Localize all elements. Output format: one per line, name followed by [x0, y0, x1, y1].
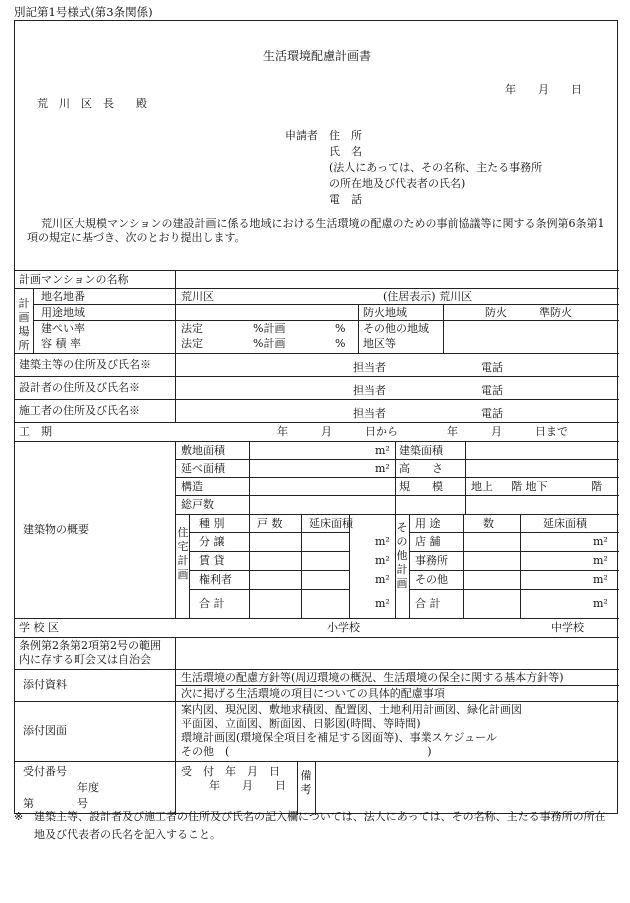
- applicant-address-label: 住 所: [329, 129, 362, 142]
- far-label: 容 積 率: [41, 337, 81, 350]
- number-prefix: 第: [23, 797, 34, 810]
- plan-site-label: 計画場所: [18, 297, 30, 352]
- attached-drawings-label: 添付図面: [23, 724, 67, 737]
- floors-unit: 階: [591, 480, 602, 493]
- housing-rental-unit: m²: [375, 554, 390, 567]
- junior-high-school: 中学校: [551, 621, 584, 634]
- owner-label: 建築主等の住所及び氏名※: [19, 358, 151, 371]
- housing-plan-label: 住宅計画: [177, 526, 189, 581]
- ward-name: 荒川区: [181, 290, 214, 303]
- builder-contact-label: 担当者: [353, 407, 386, 420]
- addressee: 荒 川 区 長 殿: [37, 97, 147, 110]
- far-legal: 法定: [181, 337, 203, 350]
- total-floor-area-label: 延べ面積: [181, 462, 225, 475]
- fiscal-year-label: 年度: [77, 781, 99, 794]
- designer-label: 設計者の住所及び氏名※: [19, 381, 140, 394]
- other-col-floor-area: 延床面積: [543, 517, 587, 530]
- attached-doc-1: 生活環境の配慮方針等(周辺環境の概況、生活環境の保全に関する基本方針等): [181, 671, 564, 684]
- height-label: 高 さ: [399, 462, 443, 475]
- housing-total-unit: m²: [375, 597, 390, 610]
- footnote-mark: ※: [14, 810, 24, 823]
- district-label: 地区等: [363, 337, 396, 350]
- other-shop-unit: m²: [593, 535, 608, 548]
- housing-total: 合 計: [199, 597, 225, 610]
- housing-owners-unit: m²: [375, 573, 390, 586]
- other-other: その他: [415, 573, 448, 586]
- other-office-unit: m²: [593, 554, 608, 567]
- mansion-name-label: 計画マンションの名称: [19, 273, 129, 286]
- builder-phone-label: 電話: [481, 407, 503, 420]
- housing-col-units: 戸 数: [257, 517, 283, 530]
- other-office: 事務所: [415, 554, 448, 567]
- other-total: 合 計: [415, 597, 441, 610]
- total-units-label: 総戸数: [181, 498, 214, 511]
- receipt-date-label: 受 付 年 月 日: [181, 765, 280, 778]
- applicant-phone-label: 電 話: [329, 193, 362, 206]
- attached-docs-label: 添付資料: [23, 678, 67, 691]
- association-label-2: 内に存する町会又は自治会: [19, 653, 151, 666]
- builder-label: 施工者の住所及び氏名※: [19, 404, 140, 417]
- school-district-label: 学 校 区: [19, 621, 59, 634]
- building-overview-label: 建築物の概要: [23, 523, 89, 536]
- other-zone-label: その他の地域: [363, 322, 429, 335]
- floors-above-label: 地上: [471, 480, 493, 493]
- form-number-label: 別記第1号様式(第3条関係): [14, 5, 153, 19]
- structure-label: 構造: [181, 480, 203, 493]
- construction-period-label: 工 期: [19, 425, 52, 438]
- footnote-text: 建築主等、設計者及び施工者の住所及び氏名の記入欄については、法人にあっては、その名称、主たる事務所の所在地及び代表者の氏名を記入すること。: [34, 810, 606, 841]
- owner-phone-label: 電話: [481, 361, 503, 374]
- elementary-school: 小学校: [327, 621, 360, 634]
- association-label-1: 条例第2条第2項第2号の範囲: [19, 639, 161, 652]
- corp-note-2: の所在地及び代表者の氏名): [329, 177, 466, 190]
- site-area-label: 敷地面積: [181, 444, 225, 457]
- housing-owners: 権利者: [199, 573, 232, 586]
- footnote: [14, 808, 614, 844]
- period-from: 年 月 日から: [277, 425, 398, 438]
- far-plan: %計画: [253, 337, 286, 350]
- scale-label: 規 模: [399, 480, 443, 493]
- coverage-pct: %: [335, 322, 346, 335]
- date-line: 年 月 日: [505, 83, 582, 96]
- housing-sale-unit: m²: [375, 535, 390, 548]
- housing-sale: 分 譲: [199, 535, 225, 548]
- designer-phone-label: 電話: [481, 384, 503, 397]
- application-form: [14, 20, 618, 814]
- submission-statement: 荒川区大規模マンションの建設計画に係る地域における生活環境の配慮のための事前協議等に関する条例第6条第1項の規定に基づき、次のとおり提出します。: [27, 217, 605, 244]
- designer-contact-label: 担当者: [353, 384, 386, 397]
- site-area-unit: m²: [375, 444, 390, 457]
- other-other-unit: m²: [593, 573, 608, 586]
- housing-rental: 賃 貸: [199, 554, 225, 567]
- applicant-name-label: 氏 名: [329, 145, 362, 158]
- remarks-label: 備考: [300, 769, 312, 796]
- fire-zone-label: 防火地域: [363, 306, 407, 319]
- other-shop: 店 舗: [415, 535, 441, 548]
- floors-below-label: 階 地下: [511, 480, 548, 493]
- drawing-line-2: 平面図、立面図、断面図、日影図(時間、等時間): [181, 717, 421, 730]
- number-suffix: 号: [77, 797, 88, 810]
- other-total-unit: m²: [593, 597, 608, 610]
- building-area-label: 建築面積: [399, 444, 443, 457]
- receipt-date-blank: 年 月 日: [209, 779, 286, 792]
- housing-col-type: 種 別: [199, 517, 225, 530]
- use-zone-label: 用途地域: [41, 306, 85, 319]
- applicant-label: 申請者: [285, 129, 318, 142]
- corp-note-1: (法人にあっては、その名称、主たる事務所: [329, 161, 543, 174]
- period-to: 年 月 日まで: [447, 425, 568, 438]
- drawing-line-4: その他 ( ): [181, 745, 432, 758]
- quasi-fireproof-option: 準防火: [539, 306, 572, 319]
- total-floor-area-unit: m²: [375, 462, 390, 475]
- coverage-legal: 法定: [181, 322, 203, 335]
- drawing-line-3: 環境計画図(環境保全項目を補足する図面等)、事業スケジュール: [181, 731, 497, 744]
- coverage-label: 建ぺい率: [41, 322, 85, 335]
- other-plan-label: その他計画: [396, 521, 408, 590]
- housing-col-floor-area: 延床面積: [309, 517, 353, 530]
- receipt-number-label: 受付番号: [23, 765, 67, 778]
- coverage-plan: %計画: [253, 322, 286, 335]
- lot-number-label: 地名地番: [41, 290, 85, 303]
- address-display-label: (住居表示) 荒川区: [383, 290, 473, 303]
- fireproof-option: 防火: [485, 306, 507, 319]
- form-title: 生活環境配慮計画書: [263, 49, 372, 63]
- other-col-use: 用 途: [415, 517, 441, 530]
- drawing-line-1: 案内図、現況図、敷地求積図、配置図、土地利用計画図、緑化計画図: [181, 703, 522, 716]
- other-col-count: 数: [483, 517, 494, 530]
- far-pct: %: [335, 337, 346, 350]
- attached-doc-2: 次に掲げる生活環境の項目についての具体的配慮事項: [181, 687, 445, 700]
- owner-contact-label: 担当者: [353, 361, 386, 374]
